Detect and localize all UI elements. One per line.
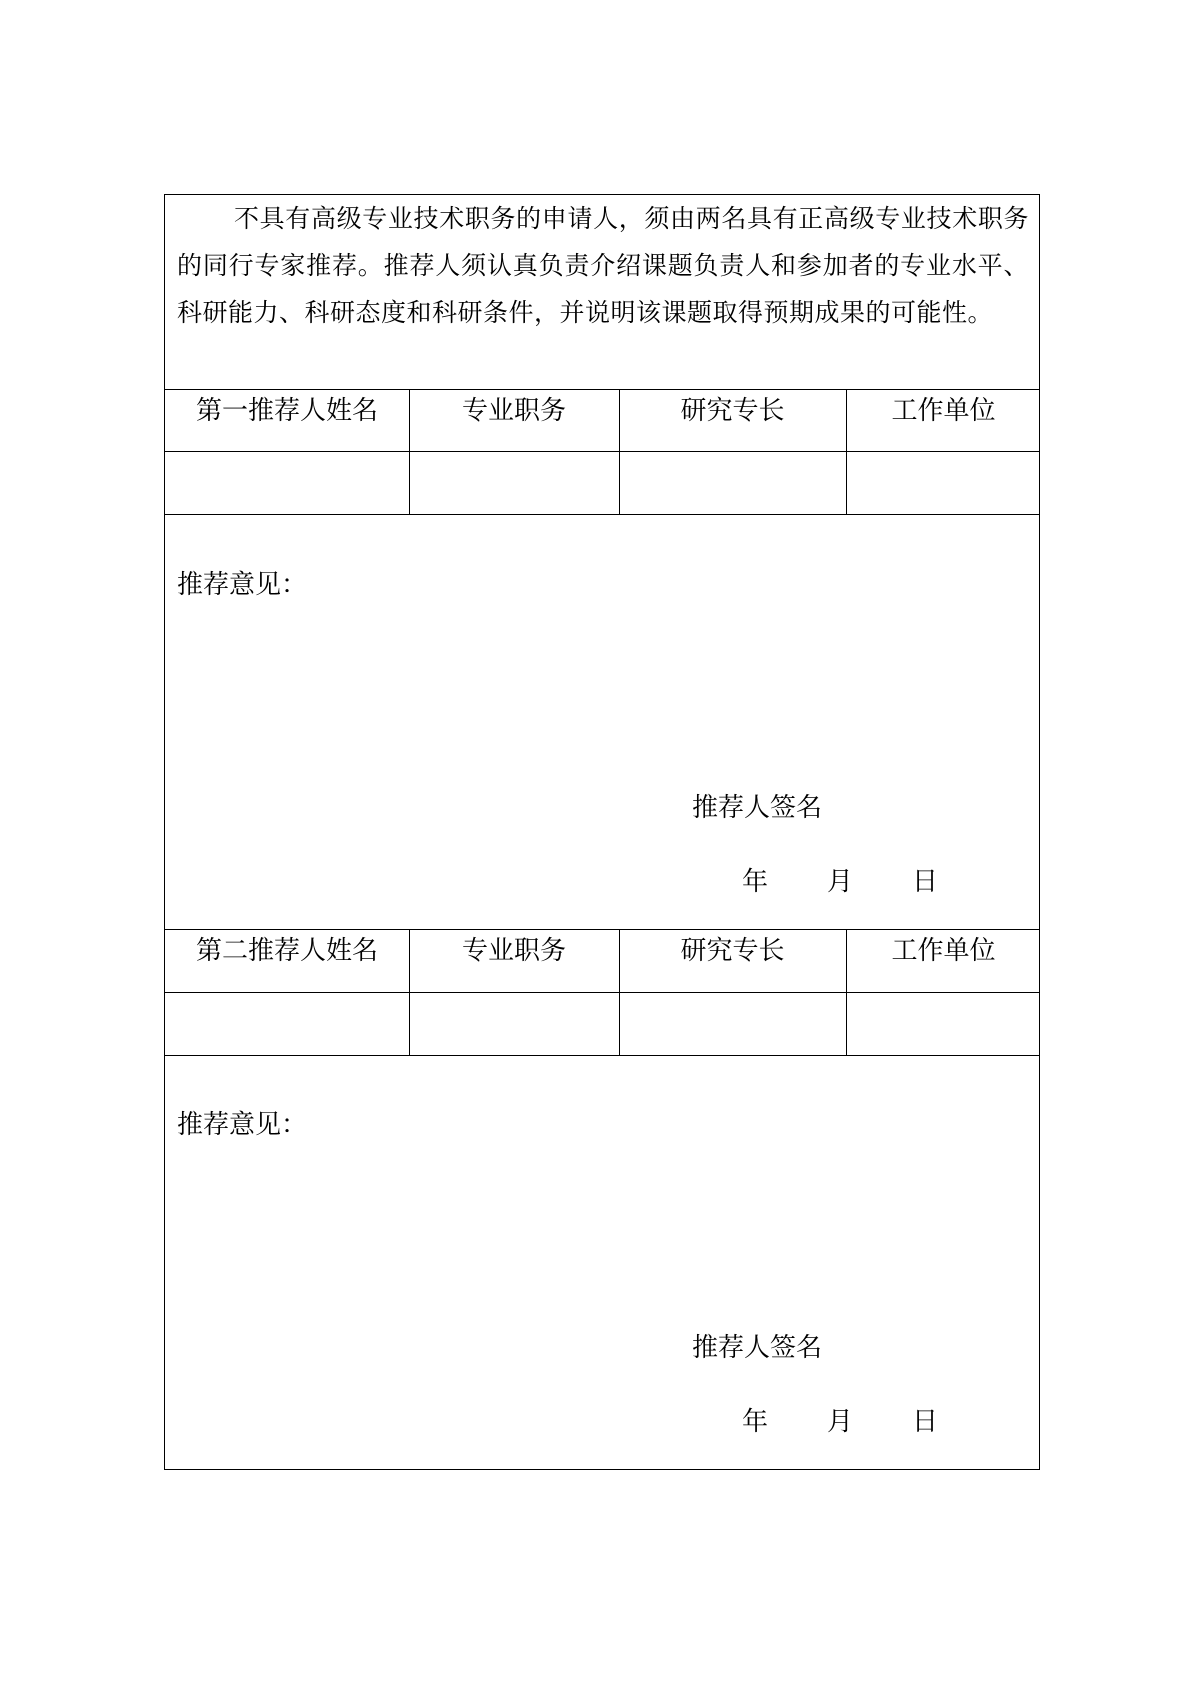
- header-employer-1: 工作单位: [891, 396, 996, 426]
- opinion-label-2: 推荐意见：: [177, 1110, 308, 1140]
- divider: [165, 514, 1039, 515]
- header-specialty-1: 研究专长: [680, 396, 785, 426]
- divider: [165, 1055, 1039, 1056]
- date-day-2: 日: [912, 1407, 939, 1437]
- signature-label-1: 推荐人签名: [692, 793, 823, 823]
- recommendation-form: [164, 194, 1040, 1470]
- header-name-2: 第二推荐人姓名: [195, 936, 378, 966]
- employer-field-2[interactable]: [846, 992, 1041, 1054]
- specialty-field-1[interactable]: [619, 451, 846, 513]
- header-name-1: 第一推荐人姓名: [195, 396, 378, 426]
- header-specialty-2: 研究专长: [680, 936, 785, 966]
- date-month-2: 月: [827, 1407, 854, 1437]
- header-employer-2: 工作单位: [891, 936, 996, 966]
- title-field-1[interactable]: [409, 451, 619, 513]
- header-title-1: 专业职务: [461, 396, 566, 426]
- signature-label-2: 推荐人签名: [692, 1333, 823, 1363]
- date-month-1: 月: [827, 867, 854, 897]
- opinion-label-1: 推荐意见：: [177, 570, 308, 600]
- intro-paragraph: 不具有高级专业技术职务的申请人，须由两名具有正高级专业技术职务的同行专家推荐。推荐人须认真负责介绍课题负责人和参加者的专业水平、科研能力、科研态度和科研条件，并说明该课题取得预期成果的可能性。: [177, 204, 1029, 327]
- employer-field-1[interactable]: [846, 451, 1041, 513]
- header-title-2: 专业职务: [461, 936, 566, 966]
- name-field-1[interactable]: [165, 451, 409, 513]
- date-day-1: 日: [912, 867, 939, 897]
- title-field-2[interactable]: [409, 992, 619, 1054]
- date-year-2: 年: [742, 1407, 769, 1437]
- date-year-1: 年: [742, 867, 769, 897]
- specialty-field-2[interactable]: [619, 992, 846, 1054]
- name-field-2[interactable]: [165, 992, 409, 1054]
